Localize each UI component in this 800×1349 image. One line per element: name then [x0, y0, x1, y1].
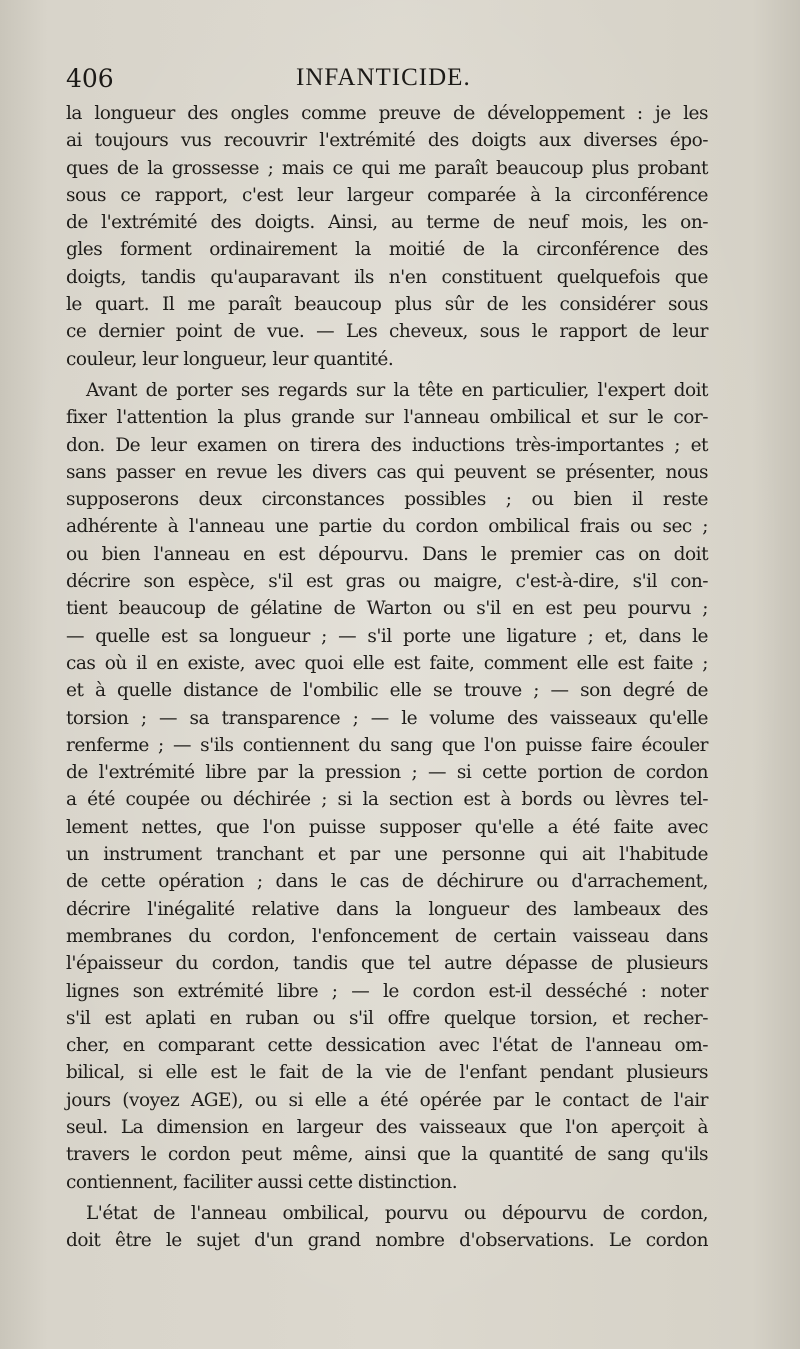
text-line: décrire son espèce, s'il est gras ou maigre, c'est-à-dire, s'il con- [66, 571, 708, 593]
text-line: de cette opération ; dans le cas de déchirure ou d'arrachement, [66, 871, 708, 893]
paragraph-3 [66, 1200, 708, 1255]
text-line: ai toujours vus recouvrir l'extrémité des doigts aux diverses épo- [66, 130, 708, 152]
text-line: a été coupée ou déchirée ; si la section est à bords ou lèvres tel- [66, 789, 708, 811]
text-body [66, 100, 708, 1254]
text-line: cas où il en existe, avec quoi elle est faite, comment elle est faite ; [66, 652, 708, 674]
paragraph-1 [66, 100, 708, 373]
text-line: couleur, leur longueur, leur quantité. [66, 348, 394, 370]
text-line: torsion ; — sa transparence ; — le volume des vaisseaux qu'elle [66, 707, 708, 729]
text-line: doigts, tandis qu'auparavant ils n'en constituent quelquefois que [66, 266, 708, 288]
text-line: Avant de porter ses regards sur la tête en particulier, l'expert doit [86, 379, 708, 401]
text-line: ce dernier point de vue. — Les cheveux, sous le rapport de leur [66, 321, 708, 343]
paragraph-2 [66, 377, 708, 1196]
text-line: seul. La dimension en largeur des vaisseaux que l'on aperçoit à [66, 1116, 708, 1138]
text-line: don. De leur examen on tirera des inductions très-importantes ; et [66, 434, 708, 456]
text-line: L'état de l'anneau ombilical, pourvu ou dépourvu de cordon, [86, 1202, 708, 1224]
text-line: ques de la grossesse ; mais ce qui me paraît beaucoup plus probant [66, 157, 708, 179]
text-line: ou bien l'anneau en est dépourvu. Dans le premier cas on doit [66, 543, 708, 565]
text-line: gles forment ordinairement la moitié de la circonférence des [66, 239, 708, 261]
running-title: INFANTICIDE. [296, 64, 471, 91]
text-line: travers le cordon peut même, ainsi que la quantité de sang qu'ils [66, 1144, 708, 1166]
text-line: s'il est aplati en ruban ou s'il offre quelque torsion, et recher- [66, 1007, 708, 1029]
text-line: lement nettes, que l'on puisse supposer qu'elle a été faite avec [66, 816, 708, 838]
text-line: décrire l'inégalité relative dans la longueur des lambeaux des [66, 898, 708, 920]
text-line: sous ce rapport, c'est leur largeur comparée à la circonférence [66, 184, 708, 206]
text-line: sans passer en revue les divers cas qui peuvent se présenter, nous [66, 461, 708, 483]
page-number: 406 [66, 64, 114, 93]
text-line: tient beaucoup de gélatine de Warton ou s'il en est peu pourvu ; [66, 598, 708, 620]
text-line: contiennent, faciliter aussi cette distinction. [66, 1171, 458, 1193]
text-line: jours (voyez AGE), ou si elle a été opérée par le contact de l'air [66, 1089, 708, 1111]
text-line: lignes son extrémité libre ; — le cordon est-il desséché : noter [66, 980, 708, 1002]
text-line: de l'extrémité libre par la pression ; — si cette portion de cordon [66, 762, 708, 784]
page-header [66, 64, 708, 104]
text-line: adhérente à l'anneau une partie du cordon ombilical frais ou sec ; [66, 516, 708, 538]
text-line: un instrument tranchant et par une personne qui ait l'habitude [66, 844, 708, 866]
text-line: l'épaisseur du cordon, tandis que tel autre dépasse de plusieurs [66, 953, 708, 975]
text-line: membranes du cordon, l'enfoncement de certain vaisseau dans [66, 925, 708, 947]
text-line: de l'extrémité des doigts. Ainsi, au terme de neuf mois, les on- [66, 212, 708, 234]
text-line: supposerons deux circonstances possibles ; ou bien il reste [66, 489, 708, 511]
text-line: fixer l'attention la plus grande sur l'anneau ombilical et sur le cor- [66, 407, 708, 429]
text-line: cher, en comparant cette dessication avec l'état de l'anneau om- [66, 1035, 708, 1057]
text-line: la longueur des ongles comme preuve de développement : je les [66, 103, 708, 124]
text-line: doit être le sujet d'un grand nombre d'observations. Le cordon [66, 1230, 708, 1252]
text-line: et à quelle distance de l'ombilic elle se trouve ; — son degré de [66, 680, 708, 702]
text-line: bilical, si elle est le fait de la vie de l'enfant pendant plusieurs [66, 1062, 708, 1084]
text-line: le quart. Il me paraît beaucoup plus sûr de les considérer sous [66, 294, 708, 316]
text-line: renferme ; — s'ils contiennent du sang que l'on puisse faire écouler [66, 734, 708, 756]
text-line: — quelle est sa longueur ; — s'il porte une ligature ; et, dans le [66, 625, 708, 647]
